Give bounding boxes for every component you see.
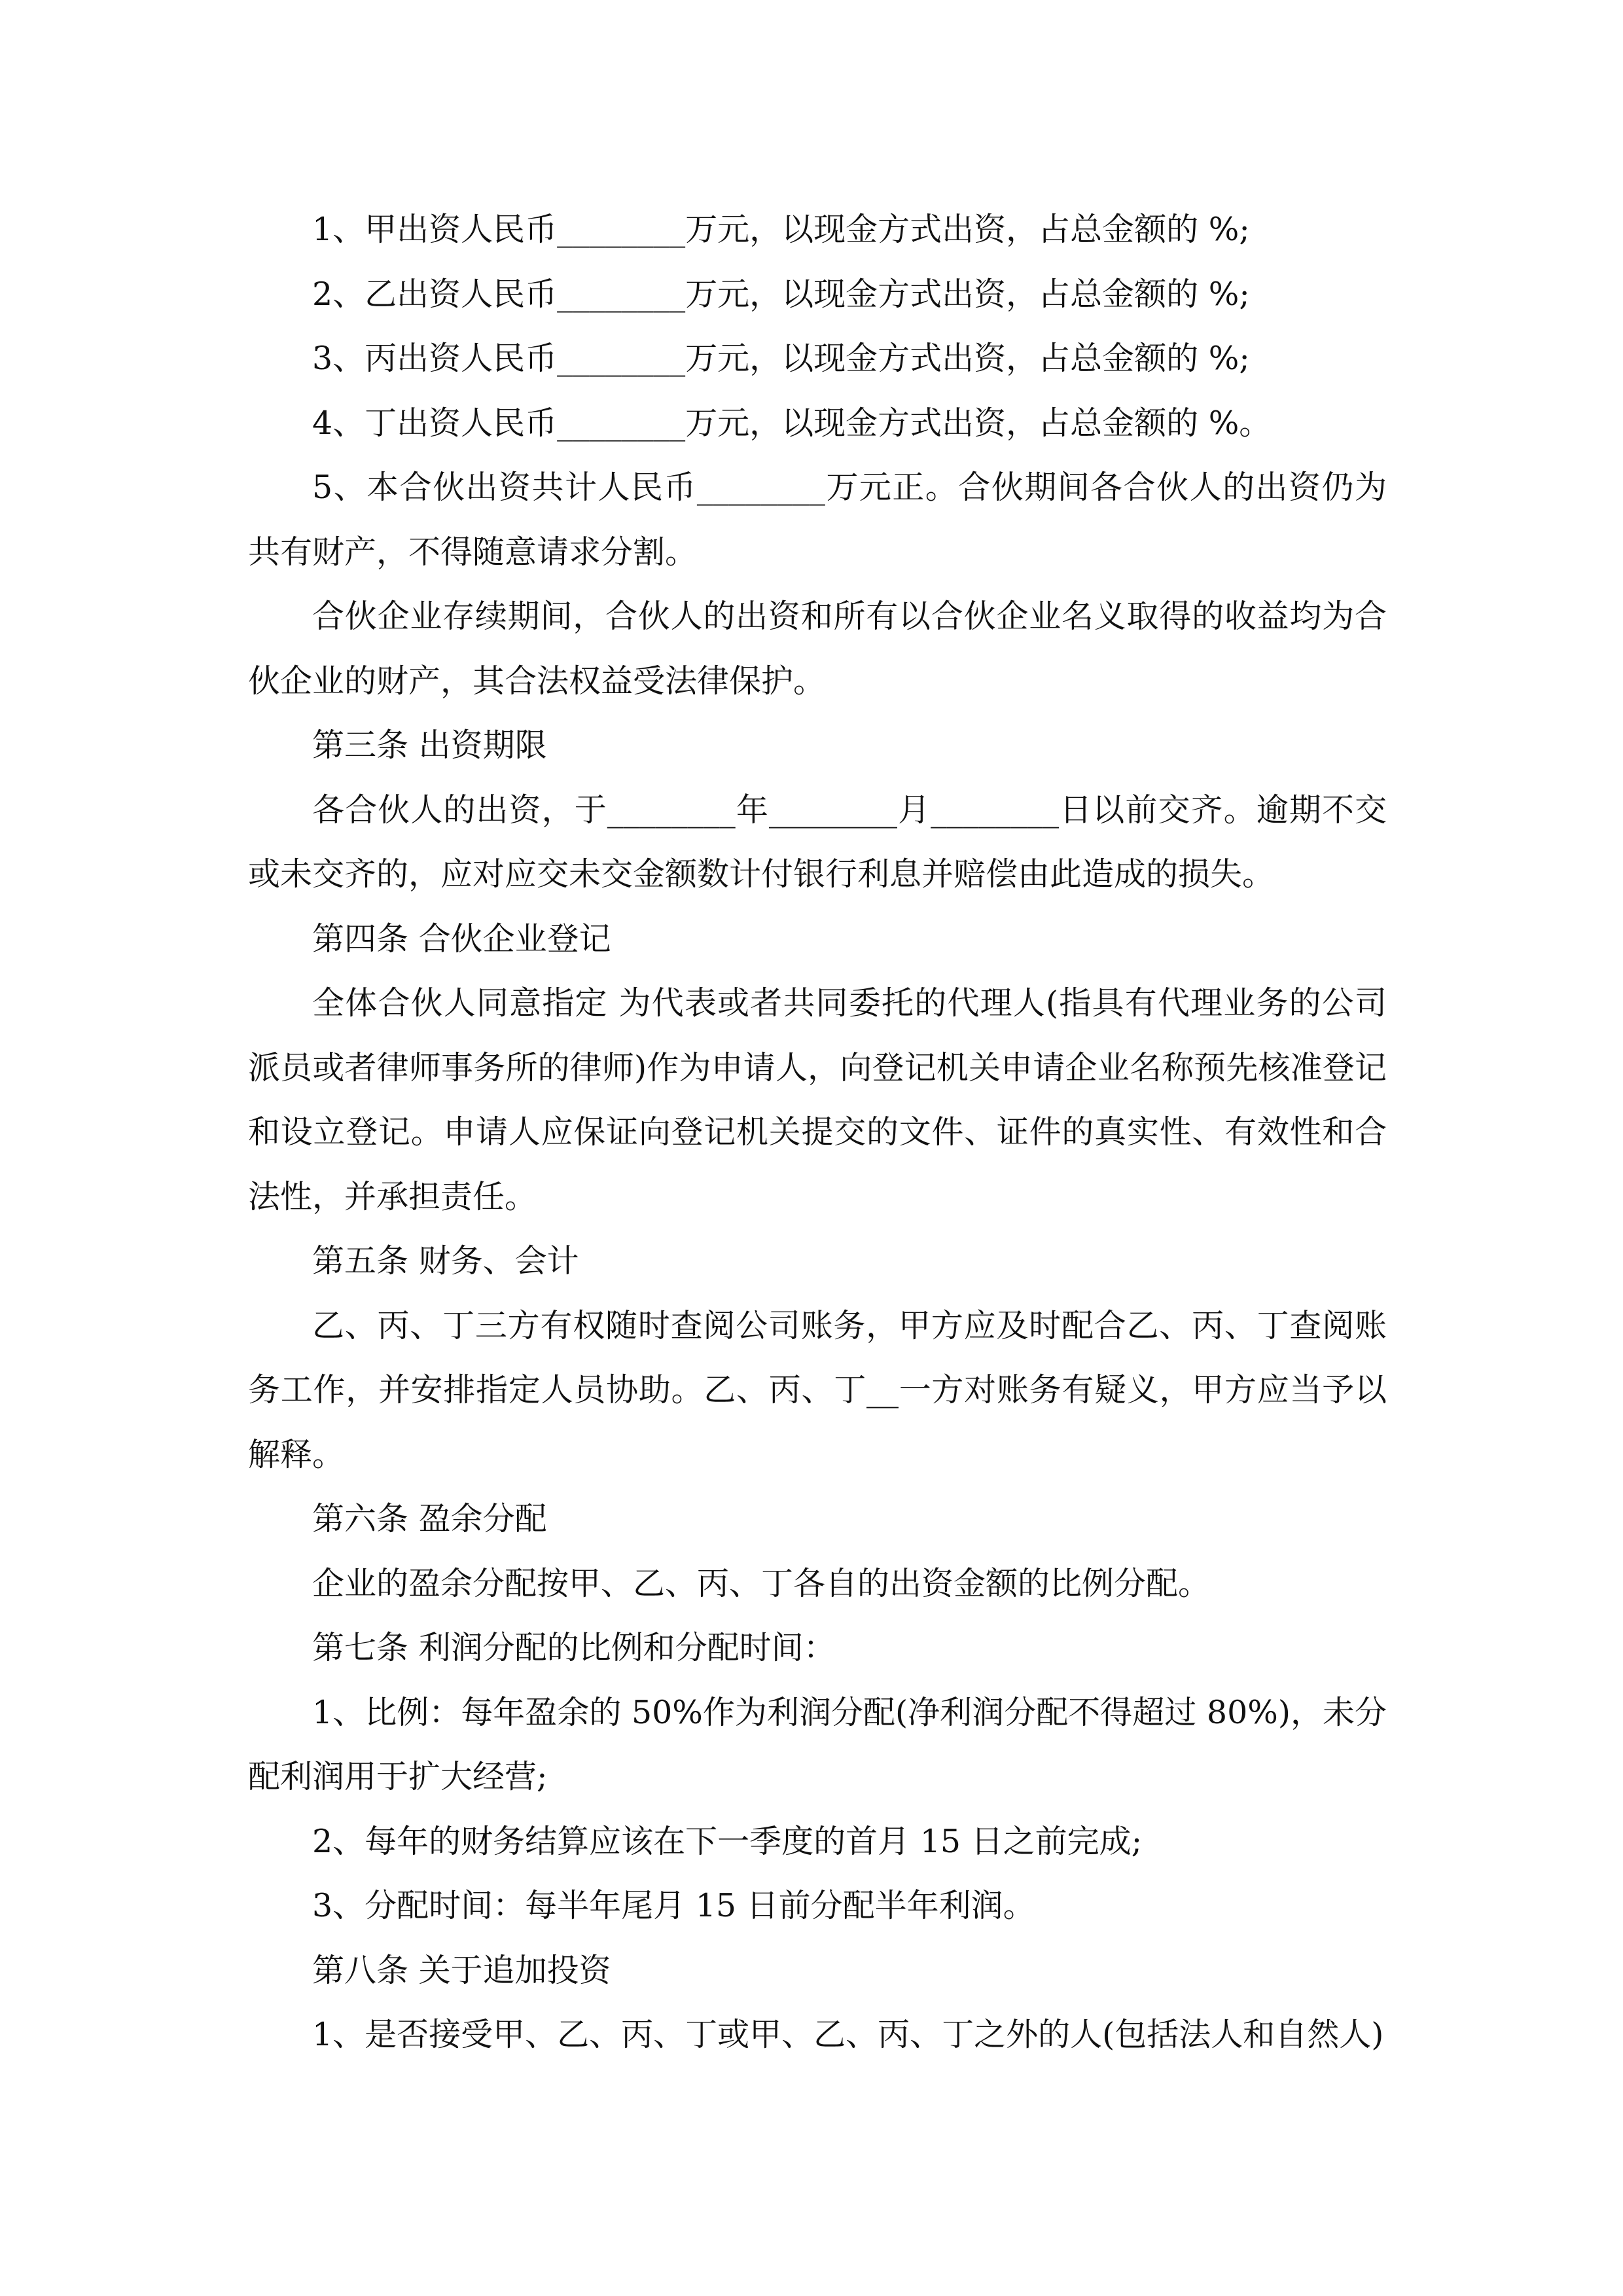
- clause-paragraph: 2、乙出资人民币________万元，以现金方式出资，占总金额的 %;: [312, 275, 1250, 313]
- clause-paragraph: 2、每年的财务结算应该在下一季度的首月 15 日之前完成;: [312, 1822, 1143, 1860]
- clause-paragraph: 1、是否接受甲、乙、丙、丁或甲、乙、丙、丁之外的人(包括法人和自然人): [312, 2016, 1384, 2053]
- clause-paragraph: 5、本合伙出资共计人民币________万元正。合伙期间各合伙人的出资仍为共有财产，不得随意请求分割。: [248, 469, 1387, 571]
- article-heading: 第七条 利润分配的比例和分配时间：: [312, 1629, 836, 1666]
- clause-paragraph: 3、分配时间：每半年尾月 15 日前分配半年利润。: [312, 1887, 1035, 1924]
- article-heading: 第六条 盈余分配: [312, 1500, 547, 1537]
- clause-paragraph: 合伙企业存续期间，合伙人的出资和所有以合伙企业名义取得的收益均为合伙企业的财产，其合法权益受法律保护。: [248, 598, 1387, 700]
- clause-paragraph: 乙、丙、丁三方有权随时查阅公司账务，甲方应及时配合乙、丙、丁查阅账务工作，并安排指定人员协助。乙、丙、丁__一方对账务有疑义，甲方应当予以解释。: [248, 1306, 1387, 1473]
- clause-paragraph: 企业的盈余分配按甲、乙、丙、丁各自的出资金额的比例分配。: [312, 1564, 1211, 1602]
- clause-paragraph: 1、甲出资人民币________万元，以现金方式出资，占总金额的 %;: [312, 211, 1250, 248]
- article-heading: 第八条 关于追加投资: [312, 1951, 611, 1989]
- clause-paragraph: 各合伙人的出资，于________年________月________日以前交齐。逾期不交或未交齐的，应对应交未交金额数计付银行利息并赔偿由此造成的损失。: [248, 791, 1387, 893]
- clause-paragraph: 3、丙出资人民币________万元，以现金方式出资，占总金额的 %;: [312, 340, 1250, 377]
- article-heading: 第三条 出资期限: [312, 726, 547, 764]
- article-heading: 第四条 合伙企业登记: [312, 920, 611, 958]
- clause-paragraph: 1、比例：每年盈余的 50%作为利润分配(净利润分配不得超过 80%)，未分配利润用于扩大经营;: [248, 1693, 1387, 1795]
- clause-paragraph: 4、丁出资人民币________万元，以现金方式出资，占总金额的 %。: [312, 404, 1272, 442]
- document-body: [248, 198, 1387, 2068]
- clause-paragraph: 全体合伙人同意指定 为代表或者共同委托的代理人(指具有代理业务的公司派员或者律师事务所的律师)作为申请人，向登记机关申请企业名称预先核准登记和设立登记。申请人应保证向登记机关提交的文件、证件的真实性、有效性和合法性，并承担责任。: [248, 984, 1387, 1215]
- article-heading: 第五条 财务、会计: [312, 1242, 579, 1280]
